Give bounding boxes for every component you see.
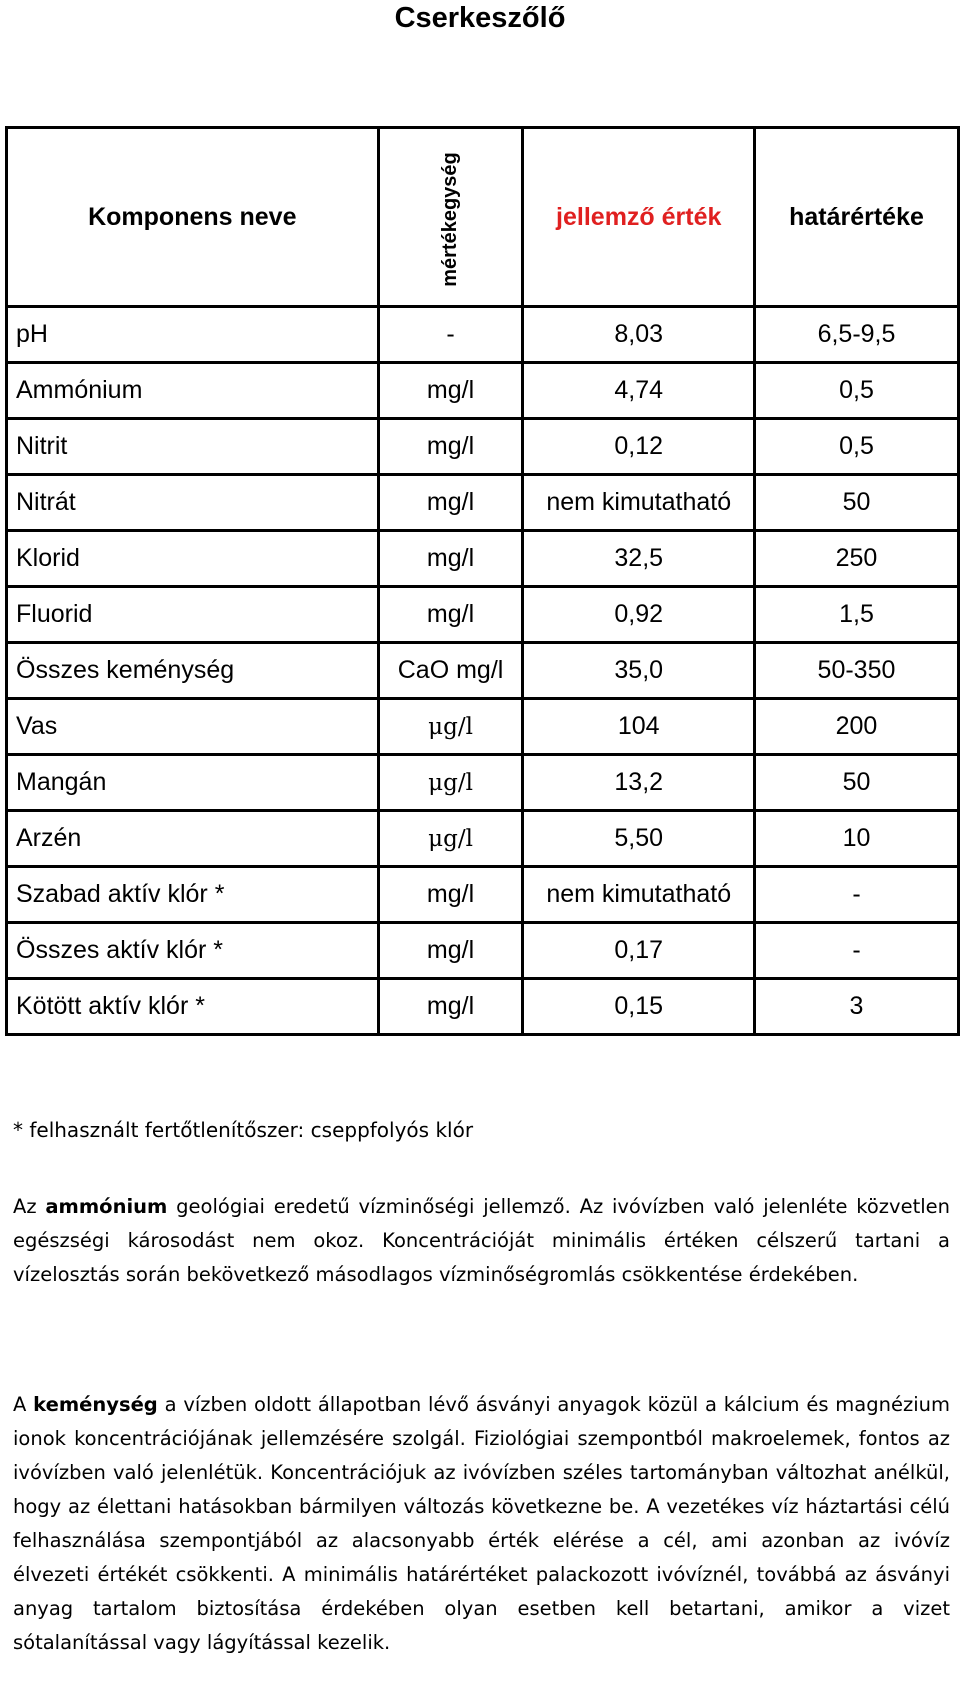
cell-typical-value: 32,5 (523, 531, 754, 587)
cell-component-name: Mangán (7, 755, 379, 811)
cell-component-name: Összes keménység (7, 643, 379, 699)
cell-typical-value: 0,17 (523, 923, 754, 979)
cell-unit: mg/l (378, 979, 523, 1035)
cell-limit-value: - (754, 867, 958, 923)
table-row (7, 587, 959, 643)
cell-limit-value: 200 (754, 699, 958, 755)
cell-typical-value: nem kimutatható (523, 475, 754, 531)
cell-unit: mg/l (378, 867, 523, 923)
cell-limit-value: 250 (754, 531, 958, 587)
table-row (7, 307, 959, 363)
cell-unit: mg/l (378, 419, 523, 475)
paragraph-ammonium (13, 1190, 950, 1292)
paragraph-hardness-bold: keménység (33, 1393, 158, 1416)
paragraph-hardness-text: a vízben oldott állapotban lévő ásványi anyagok közül a kálcium és magnézium ionok koncentrációjának jellemzésére szolgál. Fiziológiai szempontból makroelemek, fontos az ivóvízben való jelenlétük. Koncentrációjuk az ivóvízben széles tartományban változhat anélkül, hogy az élettani hatásokban bármilyen változás következne be. A vezetékes víz háztartási célú felhasználása szempontjából az alacsonyabb érték elérése a cél, ami azonban az ivóvíz élvezeti értékét csökkenti. A minimális határértéket palackozott ivóvíznél, továbbá az ásványi anyag tartalom biztosítása érdekében olyan esetben kell betartani, amikor a vizet sótalanítással vagy lágyítással kezelik. (13, 1393, 950, 1654)
table-row (7, 643, 959, 699)
cell-limit-value: 1,5 (754, 587, 958, 643)
cell-limit-value: - (754, 923, 958, 979)
cell-typical-value: 13,2 (523, 755, 754, 811)
header-unit (378, 128, 523, 307)
header-typical-value: jellemző érték (523, 128, 754, 307)
cell-unit: μg/l (378, 699, 523, 755)
header-component-name: Komponens neve (7, 128, 379, 307)
cell-component-name: Vas (7, 699, 379, 755)
table-header-row (7, 128, 959, 307)
cell-limit-value: 50 (754, 755, 958, 811)
cell-typical-value: 8,03 (523, 307, 754, 363)
cell-typical-value: 35,0 (523, 643, 754, 699)
paragraph-ammonium-bold: ammónium (45, 1195, 168, 1218)
paragraph-hardness-pre: A (13, 1393, 34, 1416)
cell-component-name: Kötött aktív klór * (7, 979, 379, 1035)
cell-component-name: Ammónium (7, 363, 379, 419)
cell-component-name: Nitrát (7, 475, 379, 531)
water-quality-table (5, 126, 960, 1036)
header-limit-value: határértéke (754, 128, 958, 307)
cell-limit-value: 0,5 (754, 363, 958, 419)
cell-typical-value: 0,15 (523, 979, 754, 1035)
cell-component-name: pH (7, 307, 379, 363)
cell-limit-value: 50 (754, 475, 958, 531)
table-row (7, 867, 959, 923)
page-title: Cserkeszőlő (394, 2, 566, 34)
table-row (7, 531, 959, 587)
paragraph-ammonium-pre: Az (13, 1195, 46, 1218)
cell-limit-value: 6,5-9,5 (754, 307, 958, 363)
cell-limit-value: 3 (754, 979, 958, 1035)
cell-unit: mg/l (378, 475, 523, 531)
cell-unit: mg/l (378, 923, 523, 979)
cell-component-name: Klorid (7, 531, 379, 587)
cell-unit: mg/l (378, 531, 523, 587)
cell-typical-value: 5,50 (523, 811, 754, 867)
table-row (7, 699, 959, 755)
cell-typical-value: 0,92 (523, 587, 754, 643)
cell-unit: mg/l (378, 587, 523, 643)
cell-typical-value: 104 (523, 699, 754, 755)
table-body (7, 307, 959, 1035)
table-row (7, 419, 959, 475)
cell-component-name: Szabad aktív klór * (7, 867, 379, 923)
cell-component-name: Nitrit (7, 419, 379, 475)
header-unit-label: mértékegység (439, 151, 462, 287)
cell-typical-value: 4,74 (523, 363, 754, 419)
cell-typical-value: 0,12 (523, 419, 754, 475)
footnote: * felhasznált fertőtlenítőszer: cseppfolyós klór (13, 1118, 474, 1142)
table-row (7, 979, 959, 1035)
paragraph-ammonium-text: geológiai eredetű vízminőségi jellemző. Az ivóvízben való jelenléte közvetlen egészségi károsodást nem okoz. Koncentrációját minimális értéken célszerű tartani a vízelosztás során bekövetkező másodlagos vízminőségromlás csökkentése érdekében. (13, 1195, 951, 1286)
cell-limit-value: 0,5 (754, 419, 958, 475)
paragraph-hardness (13, 1388, 950, 1660)
cell-typical-value: nem kimutatható (523, 867, 754, 923)
cell-unit: CaO mg/l (378, 643, 523, 699)
cell-unit: - (378, 307, 523, 363)
cell-component-name: Fluorid (7, 587, 379, 643)
table-row (7, 923, 959, 979)
cell-component-name: Arzén (7, 811, 379, 867)
cell-limit-value: 50-350 (754, 643, 958, 699)
cell-unit: μg/l (378, 755, 523, 811)
cell-unit: μg/l (378, 811, 523, 867)
table-row (7, 363, 959, 419)
cell-limit-value: 10 (754, 811, 958, 867)
table-row (7, 811, 959, 867)
cell-component-name: Összes aktív klór * (7, 923, 379, 979)
table-row (7, 475, 959, 531)
table-row (7, 755, 959, 811)
cell-unit: mg/l (378, 363, 523, 419)
